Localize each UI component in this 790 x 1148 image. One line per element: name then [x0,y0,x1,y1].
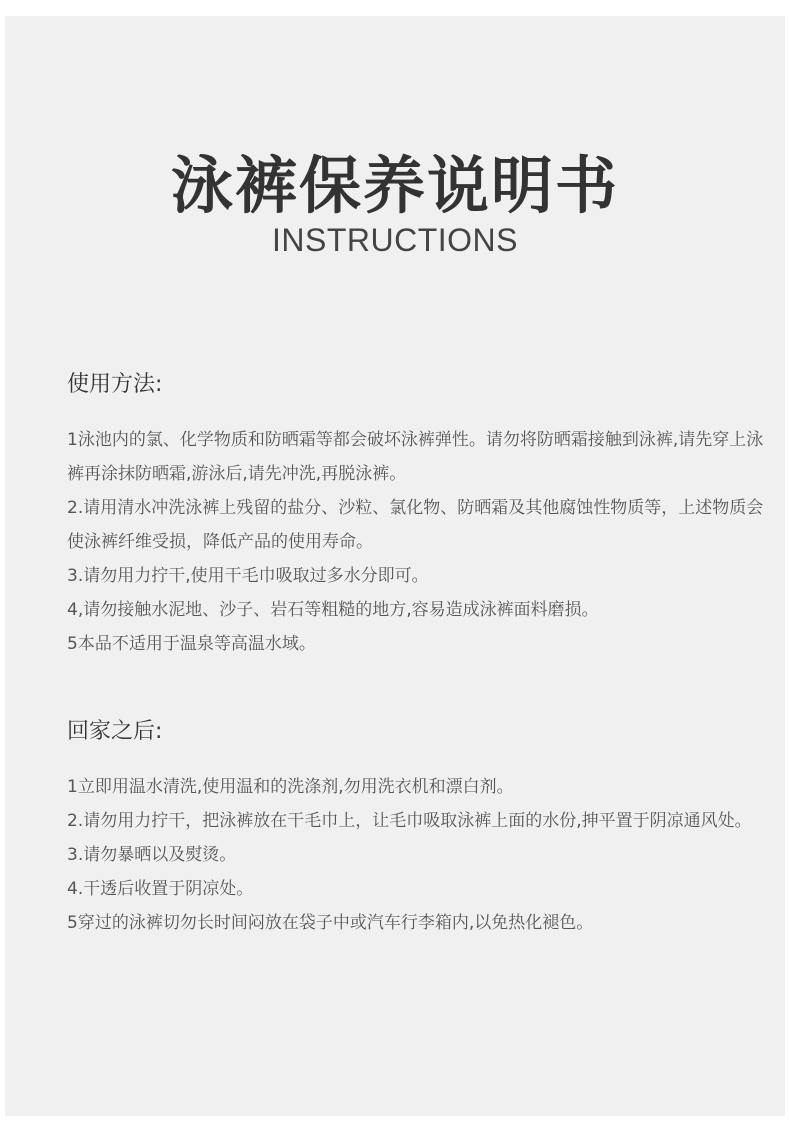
usage-section [67,369,767,661]
usage-item: 1泳池内的氯、化学物质和防晒霜等都会破坏泳裤弹性。请勿将防晒霜接触到泳裤,请先穿上泳裤再涂抹防晒霜,游泳后,请先冲洗,再脱泳裤。 [67,430,764,484]
usage-item: 4,请勿接触水泥地、沙子、岩石等粗糙的地方,容易造成泳裤面料磨损。 [67,600,599,620]
after-home-item: 2.请勿用力拧干，把泳裤放在干毛巾上，让毛巾吸取泳裤上面的水份,抻平置于阴凉通风处。 [67,811,752,831]
after-home-heading: 回家之后: [67,719,163,744]
usage-item: 2.请用清水冲洗泳裤上残留的盐分、沙粒、氯化物、防晒霜及其他腐蚀性物质等，上述物质会使泳裤纤维受损，降低产品的使用寿命。 [67,498,764,552]
usage-item: 5本品不适用于温泉等高温水域。 [67,634,316,654]
after-home-list [67,770,767,940]
after-home-item: 3.请勿暴晒以及熨烫。 [67,845,237,865]
usage-heading: 使用方法: [67,372,163,397]
usage-item: 3.请勿用力拧干,使用干毛巾吸取过多水分即可。 [67,566,429,586]
after-home-item: 5穿过的泳裤切勿长时间闷放在袋子中或汽车行李箱内,以免热化褪色。 [67,913,594,933]
after-home-item: 1立即用温水清洗,使用温和的洗涤剂,勿用洗衣机和漂白剂。 [67,777,514,797]
page-subtitle: INSTRUCTIONS [272,222,518,258]
usage-list [67,423,767,661]
page-title: 泳裤保养说明书 [170,149,619,222]
after-home-item: 4.干透后收置于阴凉处。 [67,879,254,899]
after-home-section [67,716,767,940]
